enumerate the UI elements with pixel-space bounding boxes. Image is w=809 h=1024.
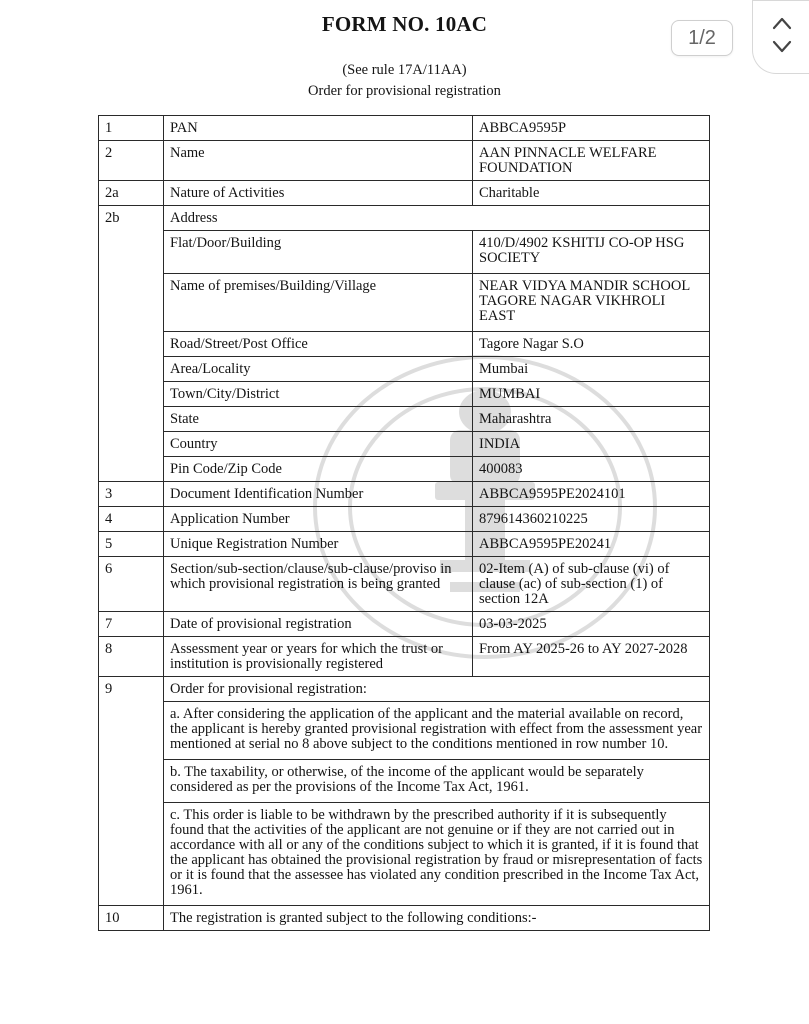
order-title: Order for provisional registration xyxy=(308,83,501,99)
order-paragraph-a: a. After considering the application of the applicant and the material available on record, the applicant is hereby granted provisional registration with effect from the assessment year mentioned at serial no 8 above subject to the conditions mentioned in row number 10. xyxy=(164,702,710,760)
chevron-down-icon[interactable] xyxy=(771,39,793,55)
table-row xyxy=(99,274,710,332)
nature-value: Charitable xyxy=(473,181,710,206)
table-row xyxy=(99,482,710,507)
table-row xyxy=(99,432,710,457)
field-label: Road/Street/Post Office xyxy=(164,332,473,357)
application-number-value: 879614360210225 xyxy=(473,507,710,532)
address-value: Mumbai xyxy=(473,357,710,382)
table-row xyxy=(99,332,710,357)
serial-number: 2 xyxy=(99,141,164,181)
table-row xyxy=(99,231,710,274)
field-label: Name xyxy=(164,141,473,181)
table-row xyxy=(99,382,710,407)
table-row xyxy=(99,407,710,432)
table-row xyxy=(99,702,710,760)
address-value: NEAR VIDYA MANDIR SCHOOL TAGORE NAGAR VIKHROLI EAST xyxy=(473,274,710,332)
field-label: Date of provisional registration xyxy=(164,612,473,637)
table-row xyxy=(99,760,710,803)
field-label: PAN xyxy=(164,116,473,141)
field-label: Nature of Activities xyxy=(164,181,473,206)
address-value: 400083 xyxy=(473,457,710,482)
serial-number: 1 xyxy=(99,116,164,141)
order-heading: Order for provisional registration: xyxy=(164,677,710,702)
registration-date-value: 03-03-2025 xyxy=(473,612,710,637)
table-row xyxy=(99,206,710,231)
field-label: Unique Registration Number xyxy=(164,532,473,557)
form-title: FORM NO. 10AC xyxy=(321,12,488,36)
table-row xyxy=(99,677,710,702)
serial-number: 9 xyxy=(99,677,164,906)
name-value: AAN PINNACLE WELFARE FOUNDATION xyxy=(473,141,710,181)
field-label: Assessment year or years for which the trust or institution is provisionally registered xyxy=(164,637,473,677)
address-value: MUMBAI xyxy=(473,382,710,407)
registration-table xyxy=(98,115,710,931)
serial-number: 4 xyxy=(99,507,164,532)
document-id-value: ABBCA9595PE2024101 xyxy=(473,482,710,507)
table-row xyxy=(99,141,710,181)
serial-number: 5 xyxy=(99,532,164,557)
table-row xyxy=(99,803,710,906)
serial-number: 2b xyxy=(99,206,164,482)
address-value: Maharashtra xyxy=(473,407,710,432)
field-label: Document Identification Number xyxy=(164,482,473,507)
field-label: Country xyxy=(164,432,473,457)
section-heading-address: Address xyxy=(164,206,710,231)
serial-number: 2a xyxy=(99,181,164,206)
address-value: Tagore Nagar S.O xyxy=(473,332,710,357)
table-row xyxy=(99,906,710,931)
conditions-heading: The registration is granted subject to the following conditions:- xyxy=(164,906,710,931)
serial-number: 7 xyxy=(99,612,164,637)
field-label: Name of premises/Building/Village xyxy=(164,274,473,332)
serial-number: 8 xyxy=(99,637,164,677)
page-navigation xyxy=(752,0,809,74)
field-label: State xyxy=(164,407,473,432)
field-label: Section/sub-section/clause/sub-clause/proviso in which provisional registration is being granted xyxy=(164,557,473,612)
table-row xyxy=(99,116,710,141)
serial-number: 10 xyxy=(99,906,164,931)
page-indicator: 1/2 xyxy=(671,20,733,56)
table-row xyxy=(99,532,710,557)
registration-number-value: ABBCA9595PE20241 xyxy=(473,532,710,557)
serial-number: 6 xyxy=(99,557,164,612)
rule-reference: (See rule 17A/11AA) xyxy=(342,62,467,78)
field-label: Application Number xyxy=(164,507,473,532)
table-row xyxy=(99,357,710,382)
pan-value: ABBCA9595P xyxy=(473,116,710,141)
table-row xyxy=(99,612,710,637)
table-row xyxy=(99,557,710,612)
chevron-up-icon[interactable] xyxy=(771,15,793,31)
section-value: 02-Item (A) of sub-clause (vi) of clause (ac) of sub-section (1) of section 12A xyxy=(473,557,710,612)
table-row xyxy=(99,457,710,482)
assessment-year-value: From AY 2025-26 to AY 2027-2028 xyxy=(473,637,710,677)
address-value: 410/D/4902 KSHITIJ CO-OP HSG SOCIETY xyxy=(473,231,710,274)
table-row xyxy=(99,637,710,677)
serial-number: 3 xyxy=(99,482,164,507)
field-label: Flat/Door/Building xyxy=(164,231,473,274)
address-value: INDIA xyxy=(473,432,710,457)
field-label: Pin Code/Zip Code xyxy=(164,457,473,482)
field-label: Area/Locality xyxy=(164,357,473,382)
field-label: Town/City/District xyxy=(164,382,473,407)
table-row xyxy=(99,181,710,206)
order-paragraph-b: b. The taxability, or otherwise, of the income of the applicant would be separately considered as per the provisions of the Income Tax Act, 1961. xyxy=(164,760,710,803)
order-paragraph-c: c. This order is liable to be withdrawn by the prescribed authority if it is subsequently found that the activities of the applicant are not genuine or if they are not carried out in accordance with all or any of the conditions subject to which it is granted, if it is found that the applicant has obtained the provisional registration by fraud or misrepresentation of facts or it is found that the assessee has violated any condition prescribed in the Income Tax Act, 1961. xyxy=(164,803,710,906)
table-row xyxy=(99,507,710,532)
